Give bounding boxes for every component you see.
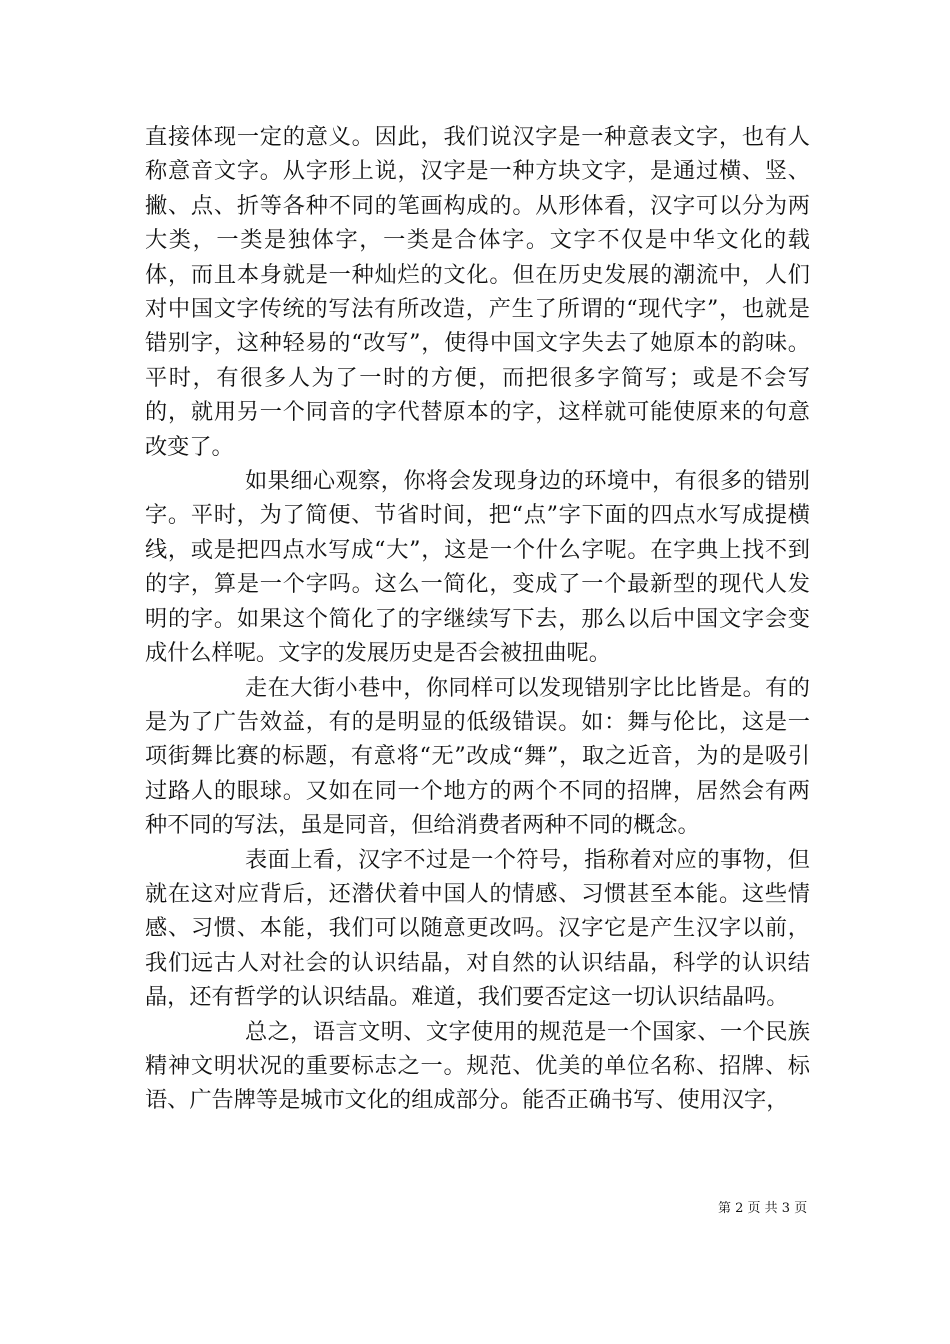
paragraph-4: 表面上看，汉字不过是一个符号，指称着对应的事物，但就在这对应背后，还潜伏着中国人的情感、习惯甚至本能。这些情感、习惯、本能，我们可以随意更改吗。汉字它是产生汉字以前，我们远古人对社会的认识结晶，对自然的认识结晶，科学的认识结晶，还有哲学的认识结晶。难道，我们要否定这一切认识结晶吗。 [145, 846, 810, 1011]
body-text [145, 120, 810, 1118]
paragraph-3: 走在大街小巷中，你同样可以发现错别字比比皆是。有的是为了广告效益，有的是明显的低级错误。如：舞与伦比，这是一项街舞比赛的标题，有意将“无”改成“舞”，取之近音，为的是吸引过路人的眼球。又如在同一个地方的两个不同的招牌，居然会有两种不同的写法，虽是同音，但给消费者两种不同的概念。 [145, 674, 810, 839]
page-number: 第 2 页 共 3 页 [718, 1201, 808, 1216]
paragraph-5: 总之，语言文明、文字使用的规范是一个国家、一个民族精神文明状况的重要标志之一。规范、优美的单位名称、招牌、标语、广告牌等是城市文化的组成部分。能否正确书写、使用汉字， [145, 1018, 810, 1114]
paragraph-1: 直接体现一定的意义。因此，我们说汉字是一种意表文字，也有人称意音文字。从字形上说，汉字是一种方块文字，是通过横、竖、撇、点、折等各种不同的笔画构成的。从形体看，汉字可以分为两大类，一类是独体字，一类是合体字。文字不仅是中华文化的载体，而且本身就是一种灿烂的文化。但在历史发展的潮流中，人们对中国文字传统的写法有所改造，产生了所谓的“现代字”，也就是错别字，这种轻易的“改写”，使得中国文字失去了她原本的韵味。平时，有很多人为了一时的方便，而把很多字简写；或是不会写的，就用另一个同音的字代替原本的字，这样就可能使原来的句意改变了。 [145, 124, 810, 460]
paragraph-2: 如果细心观察，你将会发现身边的环境中，有很多的错别字。平时，为了简便、节省时间，把“点”字下面的四点水写成提横线，或是把四点水写成“大”，这是一个什么字呢。在字典上找不到的字，算是一个字吗。这么一简化，变成了一个最新型的现代人发明的字。如果这个简化了的字继续写下去，那么以后中国文字会变成什么样呢。文字的发展历史是否会被扭曲呢。 [145, 468, 810, 667]
